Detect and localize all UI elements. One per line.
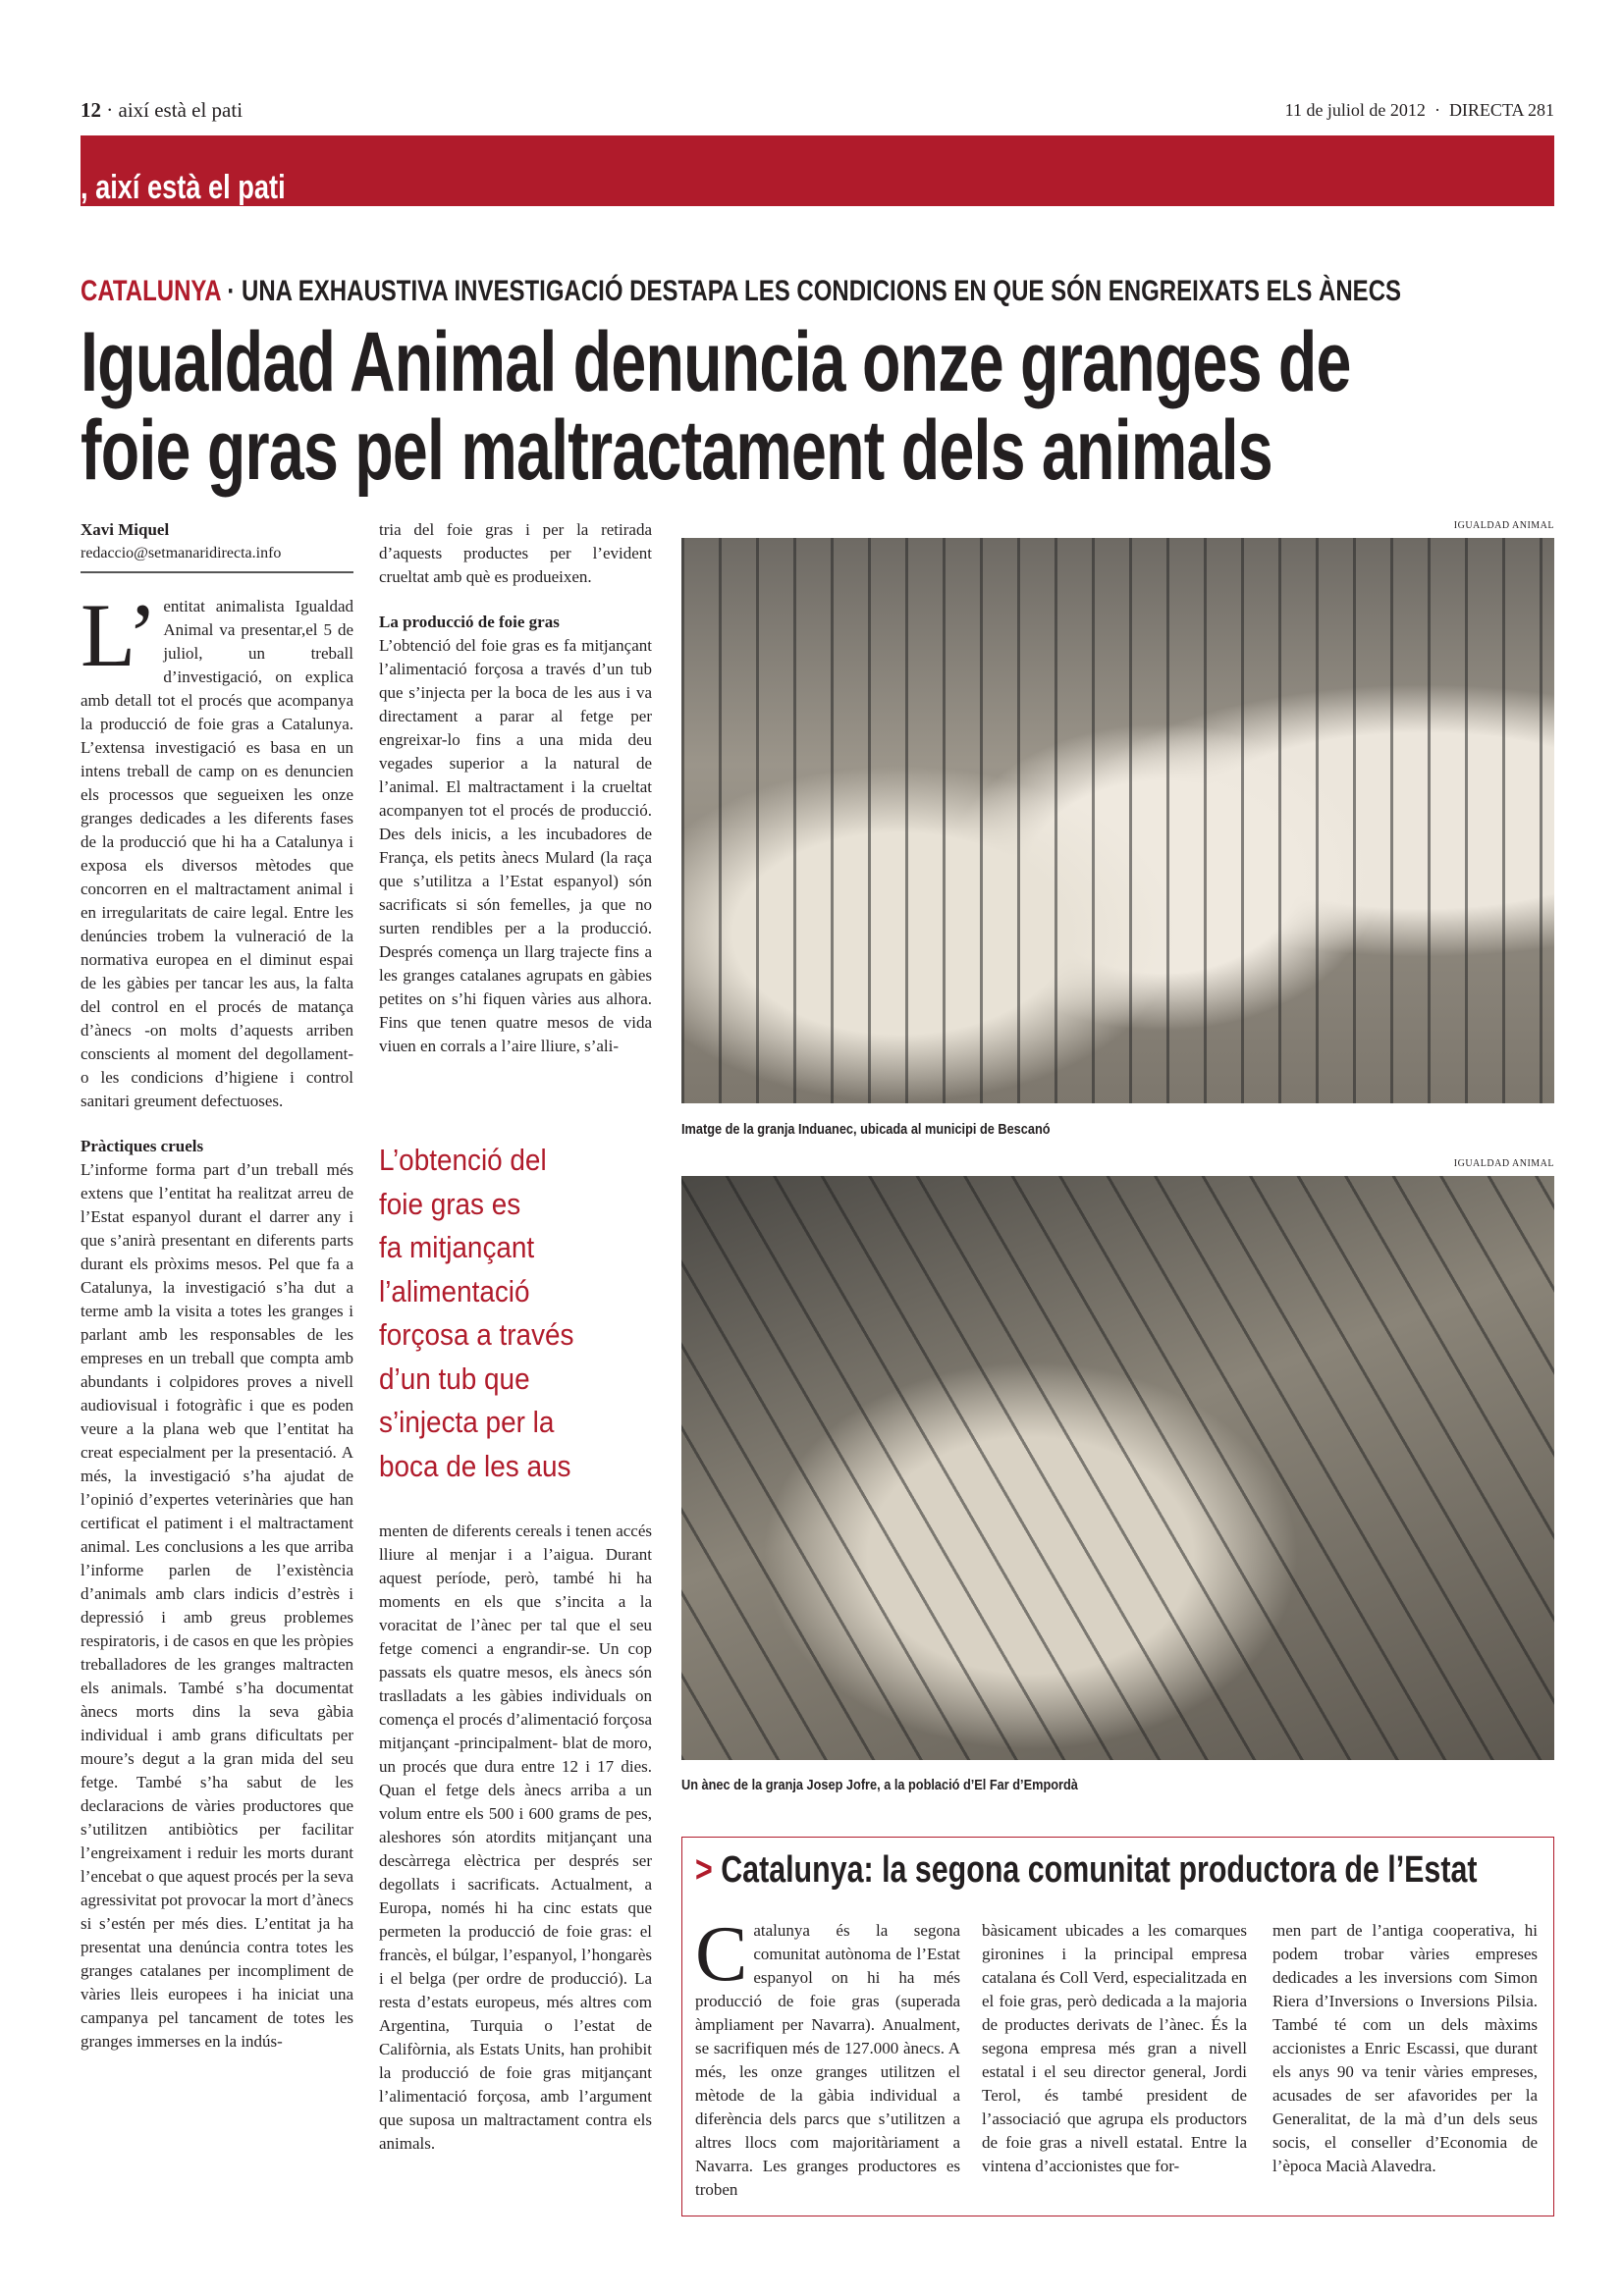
section-name: així està el pati bbox=[118, 98, 243, 122]
drop-cap: C bbox=[695, 1911, 748, 1998]
section1-paragraph: L’informe forma part d’un treball més extens que l’entitat ha realitzat arreu de l’Estat espanyol durant el darrer any i que s’anirà presentant en diferents parts durant els pròxims mesos. Pel que fa a Catalunya, la investigació s’ha dut a terme amb la visita a totes les granges i parlant amb les responsables de les empreses en un treball que compta amb abundants i colpidores proves a nivell audiovisual i fotogràfic i que es poden veure a la plana web que l’entitat ha creat especialment per la presentació. A més, la investigació s’ha ajudat de l’opinió d’expertes veterinàries que han certificat el patiment i el maltractament animal. Les conclusions a les que arriba l’informe parlen de l’existència d’animals amb clars indicis d’estrès i depressió i amb greus problemes respiratoris, i de casos en que les pròpies treballadores de les granges maltracten els animals. També s’ha documentat ànecs morts dins la seva gàbia individual i amb grans dificultats per moure’s degut a la gran mida del seu fetge. També s’ha sabut de les declaracions de vàries productores que s’utilitzen antibiòtics per facilitar l’engreixament i reduir les morts durant l’encebat o que aquest procés per la seva agressivitat pot provocar la mort d’ànecs si s’estén per més dies. L’entitat ja ha presentat una denúncia contra totes les granges catalanes per incompliment de vàries lleis europees i ha iniciat una campanya pel tancament de totes les granges immerses en la indús- bbox=[81, 1160, 353, 2051]
kicker-region: CATALUNYA bbox=[81, 275, 221, 307]
drop-cap: L’ bbox=[81, 585, 158, 685]
page-number: 12 bbox=[81, 98, 101, 122]
article-column-2-bottom bbox=[379, 1520, 652, 2156]
photo-duck-in-cage bbox=[681, 1176, 1554, 1760]
chevron-right-icon: > bbox=[695, 1849, 713, 1891]
photo-caption: Un ànec de la granja Josep Jofre, a la població d’El Far d’Empordà bbox=[681, 1777, 1078, 1793]
photo-ducks-in-cages bbox=[681, 538, 1554, 1103]
headline-line-1: Igualdad Animal denuncia onze granges de bbox=[81, 315, 1351, 409]
headline-line-2: foie gras pel maltractament dels animals bbox=[81, 403, 1272, 498]
subhead-produccio: La producció de foie gras bbox=[379, 613, 560, 631]
issue-date: 11 de juliol de 2012 bbox=[1284, 100, 1426, 120]
photo-caption: Imatge de la granja Induanec, ubicada al municipi de Bescanó bbox=[681, 1121, 1051, 1138]
pull-quote: L’obtenció del foie gras es fa mitjançant l’alimentació forçosa a través d’un tub que s’injecta per la boca de les aus bbox=[379, 1143, 574, 1483]
author-name: Xavi Miquel bbox=[81, 520, 170, 539]
page-folio: 12 · així està el pati bbox=[81, 98, 243, 122]
sidebar-column-3: men part de l’antiga cooperativa, hi podem trobar vàries empreses dedicades a les inversions com Simon Riera d’Inversions o Inversions Pilsia. També té com un dels màxims accionistes a Enric Escassi, que durant els anys 90 va tenir vàries empreses, acusades de ser afavorides per la Generalitat, de la mà d’un dels seus socis, el conseller d’Economia de l’època Macià Alavedra. bbox=[1272, 1921, 1538, 2175]
issue-info: 11 de juliol de 2012 · DIRECTA 281 bbox=[1284, 100, 1554, 120]
photo-credit: IGUALDAD ANIMAL bbox=[1453, 1158, 1554, 1169]
article-column-2-top bbox=[379, 518, 652, 1058]
intro-paragraph: L’ entitat animalista Igualdad Animal va presentar,el 5 de juliol, un treball d’investigació, on explica amb detall tot el procés que acompanya la producció de foie gras a Catalunya. L’extensa investigació es basa en un intens treball de camp on es denuncien els processos que segueixen les onze granges dedicades a les diferents fases de la producció que hi ha a Catalunya i exposa els diversos mètodes que concorren en el maltractament animal i en irregularitats de caire legal. Entre les denúncies trobem la vulneració de la normativa europea en el diminut espai de les gàbies per tancar les aus, la falta del control en el procés de matança d’ànecs -on molts d’aquests arriben conscients al moment del degollament- o les condicions d’higiene i control sanitari greument defectuoses. bbox=[81, 585, 353, 1110]
subhead-practiques: Pràctiques cruels bbox=[81, 1137, 204, 1155]
sidebar-column-2: bàsicament ubicades a les comarques gironines i la principal empresa catalana és Coll Verd, especialitzada en el foie gras, però dedicada a la majoria de productes derivats de l’ànec. És la segona empresa més gran a nivell estatal i el seu director general, Jordi Terol, és també president de l’associació que agrupa els productors de foie gras a nivell estatal. Entre la vintena d’accionistes que for- bbox=[982, 1921, 1247, 2175]
photo-credit: IGUALDAD ANIMAL bbox=[1453, 520, 1554, 531]
kicker: CATALUNYA · UNA EXHAUSTIVA INVESTIGACIÓ DESTAPA LES CONDICIONS EN QUE SÓN ENGREIXATS ELS ÀNECS bbox=[81, 275, 1402, 307]
section2-paragraph: L’obtenció del foie gras es fa mitjançant l’alimentació forçosa a través d’un tub que s’injecta per la boca de les aus i va directament a parar al fetge per engreixar-lo fins a una mida deu vegades superior a la natural de l’animal. El maltractament i la crueltat acompanyen tot el procés de producció. Des dels inicis, a les incubadores de França, els petits ànecs Mulard (la raça que s’utilitza a l’Estat espanyol) són sacrificats si són femelles, ja que no surten rendibles per a la producció. Després comença un llarg trajecte fins a les granges catalanes agrupats en gàbies petites on s’hi fiquen vàries aus alhora. Fins que tenen quatre mesos de vida viuen en corrals a l’aire lliure, s’ali- bbox=[379, 636, 652, 1055]
author-email[interactable]: redaccio@setmanaridirecta.info bbox=[81, 542, 353, 573]
section-banner bbox=[81, 135, 1554, 206]
kicker-text: UNA EXHAUSTIVA INVESTIGACIÓ DESTAPA LES CONDICIONS EN QUE SÓN ENGREIXATS ELS ÀNECS bbox=[242, 275, 1402, 307]
section-banner-label: , així està el pati bbox=[81, 169, 286, 206]
publication-name: DIRECTA 281 bbox=[1448, 100, 1554, 120]
sidebar-column-1: Catalunya és la segona comunitat autònoma de l’Estat espanyol on hi ha més producció de foie gras (superada àmpliament per Navarra). Anualment, se sacrifiquen més de 127.000 ànecs. A més, les onze granges utilitzen el mètode de la gàbia individual a diferència dels parcs que s’utilitzen a altres llocs com majoritàriament a Navarra. Les granges productores es troben bbox=[695, 1911, 960, 2199]
section2-continuation: menten de diferents cereals i tenen accés lliure al menjar i a l’aigua. Durant aquest període, però, també hi ha moments en els que s’incita a la voracitat de l’ànec per tal que el seu fetge comenci a engrandir-se. Un cop passats els quatre mesos, els ànecs són traslladats a les gàbies individuals on comença el procés d’alimentació forçosa mitjançant -principalment- blat de moro, un procés que dura entre 12 i 17 dies. Quan el fetge dels ànecs arriba a un volum entre els 500 i 600 grams de pes, aleshores són atordits mitjançant una descàrrega elèctrica per després ser degollats i sacrificats. Actualment, a Europa, només hi ha cinc estats que permeten la producció de foie gras: el francès, el búlgar, l’espanyol, l’hongarès i el belga (per ordre de producció). La resta d’estats europeus, més altres com Argentina, Turquia o l’estat de Califòrnia, als Estats Units, han prohibit la producció de foie gras mitjançant l’alimentació forçosa, amb l’argument que suposa un maltractament contra els animals. bbox=[379, 1522, 652, 2153]
sidebar-title: > Catalunya: la segona comunitat productora de l’Estat bbox=[695, 1849, 1478, 1891]
article-column-1 bbox=[81, 518, 353, 2054]
section1-continuation: tria del foie gras i per la retirada d’aquests productes per l’evident crueltat amb què es produeixen. bbox=[379, 520, 652, 586]
